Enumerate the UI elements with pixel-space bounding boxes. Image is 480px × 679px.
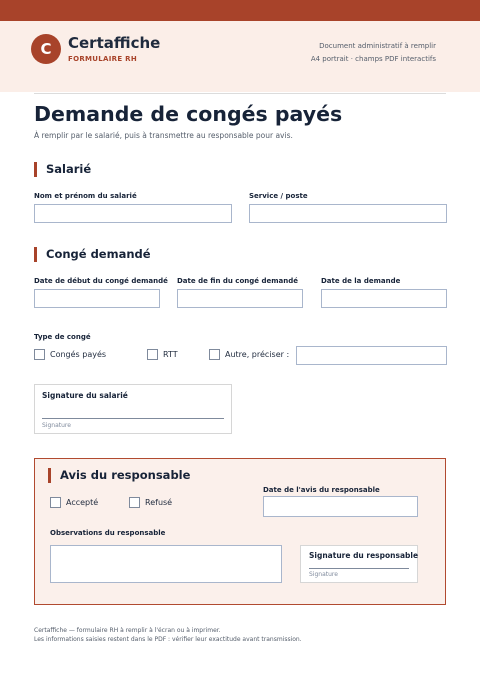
request-date-input[interactable] xyxy=(321,289,447,308)
leave-type-label: Type de congé xyxy=(34,333,91,341)
paid-leave-label: Congés payés xyxy=(50,350,107,359)
form-subtitle: À remplir par le salarié, puis à transmettre au responsable pour avis. xyxy=(34,131,293,140)
leave-type-paid[interactable] xyxy=(34,349,106,360)
footer-line-1: Certaffiche — formulaire RH à remplir à l'écran ou à imprimer. xyxy=(34,627,221,634)
brand-name: Certaffiche xyxy=(68,34,161,52)
employee-signature-caption: Signature xyxy=(42,422,71,429)
rtt-checkbox[interactable] xyxy=(147,349,158,360)
leave-type-rtt[interactable] xyxy=(147,349,178,360)
document-info-line-2: A4 portrait · champs PDF interactifs xyxy=(310,55,436,63)
end-date-input[interactable] xyxy=(177,289,303,308)
manager-refused-option[interactable] xyxy=(129,497,172,508)
manager-signature-box[interactable] xyxy=(300,545,418,583)
brand-logo: C xyxy=(31,34,61,64)
accepted-checkbox[interactable] xyxy=(50,497,61,508)
header-divider xyxy=(34,93,446,94)
manager-signature-caption: Signature xyxy=(309,571,338,578)
paid-leave-checkbox[interactable] xyxy=(34,349,45,360)
brand-subtitle: FORMULAIRE RH xyxy=(68,55,138,63)
employee-name-input[interactable] xyxy=(34,204,232,223)
manager-date-input[interactable] xyxy=(263,496,418,517)
manager-date-label: Date de l'avis du responsable xyxy=(263,486,380,494)
leave-type-other[interactable] xyxy=(209,349,289,360)
start-date-input[interactable] xyxy=(34,289,160,308)
employee-signature-title: Signature du salarié xyxy=(42,391,128,400)
other-leave-input[interactable] xyxy=(296,346,447,365)
section-title-employee: Salarié xyxy=(34,162,91,177)
top-accent-bar xyxy=(0,0,480,21)
refused-label: Refusé xyxy=(145,498,173,507)
service-label: Service / poste xyxy=(249,192,308,200)
employee-signature-line xyxy=(42,418,224,419)
end-date-label: Date de fin du congé demandé xyxy=(177,277,298,285)
request-date-label: Date de la demande xyxy=(321,277,401,285)
section-title-leave: Congé demandé xyxy=(34,247,151,262)
accepted-label: Accepté xyxy=(66,498,99,507)
rtt-label: RTT xyxy=(163,350,178,359)
manager-signature-title: Signature du responsable xyxy=(309,551,419,560)
form-title: Demande de congés payés xyxy=(34,102,343,126)
observations-label: Observations du responsable xyxy=(50,529,166,537)
service-input[interactable] xyxy=(249,204,447,223)
other-leave-label: Autre, préciser : xyxy=(225,350,290,359)
employee-name-label: Nom et prénom du salarié xyxy=(34,192,137,200)
observations-textarea[interactable] xyxy=(50,545,282,583)
employee-signature-box[interactable] xyxy=(34,384,232,434)
page-footer xyxy=(34,626,302,644)
manager-accepted-option[interactable] xyxy=(50,497,98,508)
refused-checkbox[interactable] xyxy=(129,497,140,508)
other-leave-checkbox[interactable] xyxy=(209,349,220,360)
document-info-line-1: Document administratif à remplir xyxy=(319,42,436,50)
manager-opinion-box xyxy=(34,458,446,605)
section-title-manager: Avis du responsable xyxy=(48,468,190,483)
document-info xyxy=(311,40,436,66)
manager-signature-line xyxy=(309,568,409,569)
start-date-label: Date de début du congé demandé xyxy=(34,277,168,285)
footer-line-2: Les informations saisies restent dans le PDF : vérifier leur exactitude avant transmission. xyxy=(34,636,302,643)
